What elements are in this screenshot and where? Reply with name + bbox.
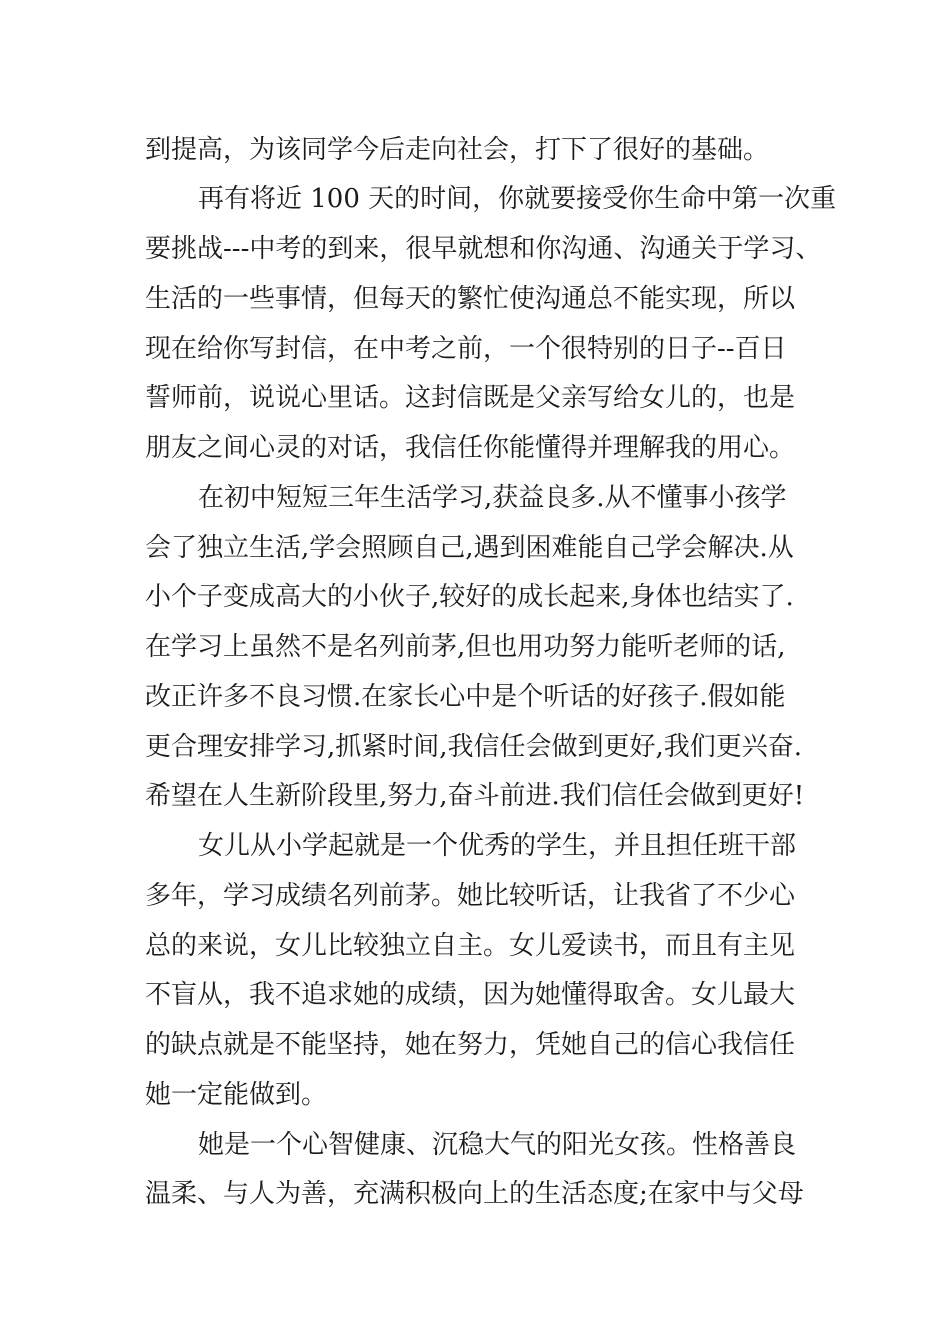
text-line: 温柔、与人为善，充满积极向上的生活态度;在家中与父母 bbox=[145, 1179, 804, 1209]
text-line: 更合理安排学习,抓紧时间,我信任会做到更好,我们更兴奋. bbox=[145, 732, 803, 762]
text-line: 要挑战---中考的到来，很早就想和你沟通、沟通关于学习、 bbox=[145, 234, 822, 264]
text-line: 现在给你写封信，在中考之前，一个很特别的日子--百日 bbox=[145, 334, 787, 364]
text-line: 总的来说，女儿比较独立自主。女儿爱读书，而且有主见 bbox=[145, 931, 796, 961]
text-line: 女儿从小学起就是一个优秀的学生，并且担任班干部 bbox=[198, 831, 797, 861]
text-line: 多年，学习成绩名列前茅。她比较听话，让我省了不少心 bbox=[145, 881, 796, 911]
text-line: 改正许多不良习惯.在家长心中是个听话的好孩子.假如能 bbox=[145, 682, 786, 712]
text-line: 不盲从，我不追求她的成绩，因为她懂得取舍。女儿最大 bbox=[145, 980, 796, 1010]
text-line: 生活的一些事情，但每天的繁忙使沟通总不能实现，所以 bbox=[145, 284, 796, 314]
text-line: 会了独立生活,学会照顾自己,遇到困难能自己学会解决.从 bbox=[145, 533, 794, 563]
text-line: 朋友之间心灵的对话，我信任你能懂得并理解我的用心。 bbox=[145, 433, 796, 463]
text-line: 再有将近 100 天的时间，你就要接受你生命中第一次重 bbox=[198, 184, 837, 214]
text-line: 希望在人生新阶段里,努力,奋斗前进.我们信任会做到更好! bbox=[145, 781, 805, 811]
text-line: 在初中短短三年生活学习,获益良多.从不懂事小孩学 bbox=[198, 483, 787, 513]
text-line: 她一定能做到。 bbox=[145, 1080, 328, 1110]
text-line: 的缺点就是不能坚持，她在努力，凭她自己的信心我信任 bbox=[145, 1030, 796, 1060]
text-line: 小个子变成高大的小伙子,较好的成长起来,身体也结实了. bbox=[145, 582, 794, 612]
text-line: 到提高，为该同学今后走向社会，打下了很好的基础。 bbox=[145, 135, 770, 165]
text-line: 在学习上虽然不是名列前茅,但也用功努力能听老师的话, bbox=[145, 632, 786, 662]
text-line: 她是一个心智健康、沉稳大气的阳光女孩。性格善良 bbox=[198, 1130, 797, 1160]
text-line: 誓师前，说说心里话。这封信既是父亲写给女儿的，也是 bbox=[145, 383, 796, 413]
